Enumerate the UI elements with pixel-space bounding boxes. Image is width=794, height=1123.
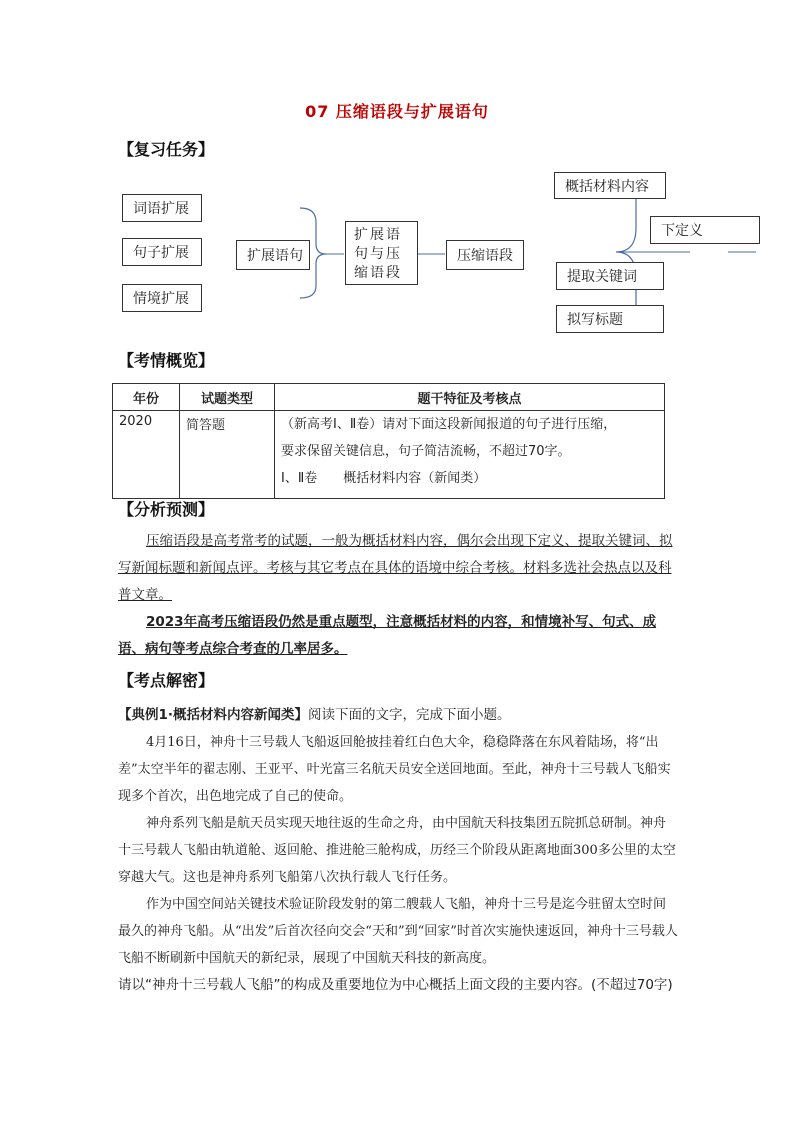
example-question: 请以“神舟十三号载人飞船”的构成及重要地位为中心概括上面文段的主要内容。(不超过70字) (118, 977, 673, 993)
node-write-title: 拟写标题 (556, 305, 664, 333)
analysis-paragraph-1: 压缩语段是高考常考的试题，一般为概括材料内容，偶尔会出现下定义、提取关键词、拟写新闻标题和新闻点评。考核与其它考点在具体的语境中综合考核。材料多选社会热点以及科普文章。 (118, 533, 673, 603)
diagram-connectors (0, 0, 794, 340)
section-overview-heading: 【考情概览】 (118, 351, 215, 370)
example-paragraph-3: 作为中国空间站关键技术验证阶段发射的第二艘载人飞船，神舟十三号是迄今驻留太空时间最久的神舟飞船。从“出发”后首次径向交会“天和”到“回家”时首次实施快速返回，神舟十三号载人飞船不断刷新中国航天的新纪录，展现了中国航天科技的新高度。 (118, 897, 678, 966)
cell-year: 2020 (113, 411, 180, 499)
section-review-heading: 【复习任务】 (118, 140, 215, 159)
cell-feature-line: （新高考Ⅰ、Ⅱ卷）请对下面这段新闻报道的句子进行压缩， (281, 417, 617, 432)
node-word-expand: 词语扩展 (122, 194, 202, 222)
section-analysis-heading: 【分析预测】 (118, 500, 215, 519)
node-compress-passage: 压缩语段 (446, 240, 524, 270)
table-row (113, 411, 665, 499)
example-paragraph-1: 4月16日，神舟十三号载人飞船返回舱披挂着红白色大伞，稳稳降落在东风着陆场，将“出差”太空半年的翟志刚、王亚平、叶光富三名航天员安全送回地面。至此，神舟十三号载人飞船实现多个首次，出色地完成了自己的使命。 (118, 735, 671, 804)
cell-feature-line: Ⅰ、Ⅱ卷 概括材料内容（新闻类） (281, 471, 487, 486)
node-summarize-content: 概括材料内容 (554, 172, 666, 199)
cell-type: 简答题 (180, 411, 275, 499)
cell-feature-line: 要求保留关键信息，句子简洁流畅，不超过70字。 (281, 444, 571, 459)
table-header-feature: 题干特征及考核点 (275, 384, 665, 411)
table-header-row (113, 384, 665, 411)
node-context-expand: 情境扩展 (122, 284, 202, 312)
example-intro: 阅读下面的文字，完成下面小题。 (308, 707, 511, 723)
example-paragraph-2: 神舟系列飞船是航天员实现天地往返的生命之舟，由中国航天科技集团五院抓总研制。神舟十三号载人飞船由轨道舱、返回舱、推进舱三舱构成，历经三个阶段从距离地面300多公里的太空穿越大气。这也是神舟系列飞船第八次执行载人飞行任务。 (118, 816, 676, 885)
table-header-year: 年份 (113, 384, 180, 411)
right-brace (616, 186, 636, 320)
example-heading (118, 702, 678, 729)
node-define: 下定义 (650, 216, 760, 244)
node-expand-sentence: 扩展语句 (236, 240, 310, 270)
section-decode-heading: 【考点解密】 (118, 671, 215, 690)
cell-feature (275, 411, 665, 499)
example-label: 【典例1·概括材料内容新闻类】 (118, 707, 309, 723)
page-title: 07 压缩语段与扩展语句 (305, 102, 489, 121)
node-extract-keywords: 提取关键词 (556, 262, 664, 290)
analysis-paragraph-2: 2023年高考压缩语段仍然是重点题型，注意概括材料的内容，和情境补写、句式、成语、病句等考点综合考查的几率居多。 (118, 614, 657, 657)
exam-overview-table (112, 383, 665, 499)
table-header-type: 试题类型 (180, 384, 275, 411)
node-sentence-expand: 句子扩展 (122, 238, 202, 266)
node-center-topic: 扩展语句与压缩语段 (345, 221, 418, 285)
